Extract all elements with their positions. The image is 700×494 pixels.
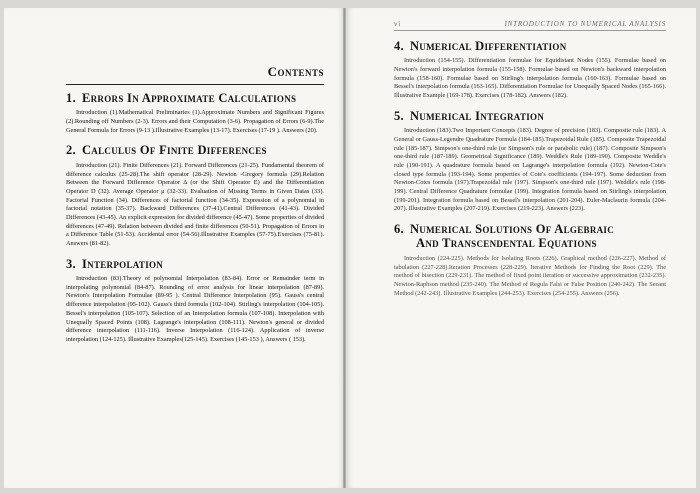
section-title-text: Interpolation	[81, 256, 164, 271]
section-title	[66, 143, 324, 157]
section-title-text: Calculus Of Finite Differences	[81, 143, 267, 158]
section-number: 4.	[394, 39, 404, 53]
section-body: Introduction (1).Mathematical Preliminaries (1).Approximate Numbers and Significant Figures (2).Rounding off Numbers (2-3). Errors and their Computation (3-6). Propagation of Errors (6-9).The General Formula for Errors (9-13 ).Illustrative Examples (13-17). Exercises (17-19 ). Answers (20).	[66, 109, 324, 134]
right-page	[346, 8, 696, 488]
section-number: 1.	[66, 91, 76, 105]
heading-rule	[66, 84, 324, 85]
section-body: Introduction (83).Theory of polynomial Interpolation (83-84). Error or Remainder term in interpolating polynomial (84-87). Rounding of error analysis for linear interpolation (87-89). Newton's Interpolation Formulae (89-95 ). Central Difference Interpolation (95). Gauss's central difference interpolation (95-102). Gauss's third formula (102-104). Stirling's interpolation (104-105). Bessel's interpolation (105-107). Selection of an Interpolation formula (107-108). Interpolation with Unequally Spaced Points (108). Lagrange's interpolation (108-111). Newton's general or divided difference interpolation (111-116). Inverse Interpolation (116-124). Application of inverse interpolation (124-125). Illustrative Examples(125-145). Exercises (145-153 ), Answers ( 153).	[66, 275, 324, 343]
section-title	[394, 39, 666, 53]
section-title-text: Errors In Approximate Calculations	[81, 91, 297, 105]
section-number: 6.	[394, 222, 404, 237]
section-body: Introduction (224-225). Methods for Isolating Roots (226). Graphical method (226-227). Method of tabulation (227-228).Iteration Processes (228-229). Iterative Methods for Finding the Root (229). The method of bisection (229-231). The method of fixed point iteration or successive approximation (232-235). Newton-Raphson method (235-240). The Method of Regula Falsi or False Position (240-242). The Secant Method (242-243). Illustrative Examples (244-253). Exercises (254-255). Answers (256).	[394, 254, 666, 297]
section-title-continued: And Transcendental Equations	[416, 236, 597, 251]
section-number: 2.	[66, 143, 76, 158]
section-title	[66, 257, 324, 271]
section-number: 3.	[66, 256, 76, 271]
section-finite-differences	[66, 143, 324, 248]
section-interpolation	[66, 257, 324, 345]
section-errors	[66, 91, 324, 135]
left-page	[4, 8, 344, 488]
section-numerical-differentiation	[394, 39, 666, 101]
page-number: vi	[394, 20, 402, 28]
contents-heading: Contents	[267, 64, 324, 79]
section-title	[66, 91, 324, 105]
section-body: Introduction (183).Two Important Concepts (183). Degree of precision (183). Composite rule (183). A General or Gauss-Legendre Quadrature Formula (184-185).Trapezoidal Rule (185). Composite Trapezoidal rule (185-187). Simpson's one-third rule (or Simpson's rule or parabolic rule) (187). Composite Simpson's one-third rule (187-189). Geometrical Significance (189). Weddle's Rule (189-190). Composite Weddle's rule (190-191). A quadrature formula based on Lagrange's interpolation formula (192). Newton-Cote's closed type formula (193-194). Some properties of Cote's coefficients (194-197). Some deduction from Newton-Cotes formula (197).Trapezoidal rule (197). Simpson's one-third rule (197). Weddle's rule (198-199). Central Difference Quadrature formulae (199). Integration formula based on Stirling's interpolation (199-201). Integration formula based on Bessel's interpolation (201-204). Euler-Maclaurin formula (204-207). Illustrative Examples (207-219). Exercises (219-223). Answers (223).	[394, 127, 666, 213]
section-number: 5.	[394, 108, 404, 123]
section-title	[394, 109, 666, 123]
running-head-title: INTRODUCTION TO NUMERICAL ANALYSIS	[504, 20, 666, 28]
section-body: Introduction (154-155). Differentiation formulae for Equidistant Nodes (155). Formulae based on Newton's forward interpolation formula (155-158). Formulae based on Newton's backward interpolation formula (158-160). Formulae based on Stirling's interpolation formula (160-163). Formulae based on Bessel's interpolation formula (163-165). Differentiation Formulae for Unequally Spaced Nodes (165-166). Illustrative Example (169-178). Exercises (178-182). Answers (182).	[394, 57, 666, 100]
section-title	[394, 222, 666, 251]
section-title-text: Numerical Differentiation	[409, 39, 567, 53]
section-body: Introduction (21). Finite Differences (21). Forward Differences (21-25). Fundamental theorem of difference calculus (25-28).The shift operator (28-29). Newton -Gregory formula (29).Relation Between the Forward Difference Operator Δ (or the Shift Operator E) and the Differentiation Operator D (32). Average Operator μ (32-33). Evaluation of Missing Terms in Given Datas (33). Factorial Function (34). Differences of factorial function (34-35). Expression of a polynomial in factorial notation (35-37). Backward Differences (37-41).Central Differences (41-43). Divided Differences (43-45). An explicit expression for divided difference (45-47). Some properties of divided differences (47-49). Relation between divided and finite differences (50-51). Propagation of Errors in a Difference Table (51-53). Accidental error (54-56).Illustrative Examples (57-75).Exercises (75-81). Answers (81-82).	[66, 161, 324, 247]
section-title-text: Numerical Integration	[409, 108, 545, 123]
section-numerical-integration	[394, 109, 666, 214]
running-head	[394, 20, 666, 31]
section-algebraic-equations	[394, 222, 666, 298]
section-title-text: Numerical Solutions Of Algebraic	[409, 222, 615, 237]
